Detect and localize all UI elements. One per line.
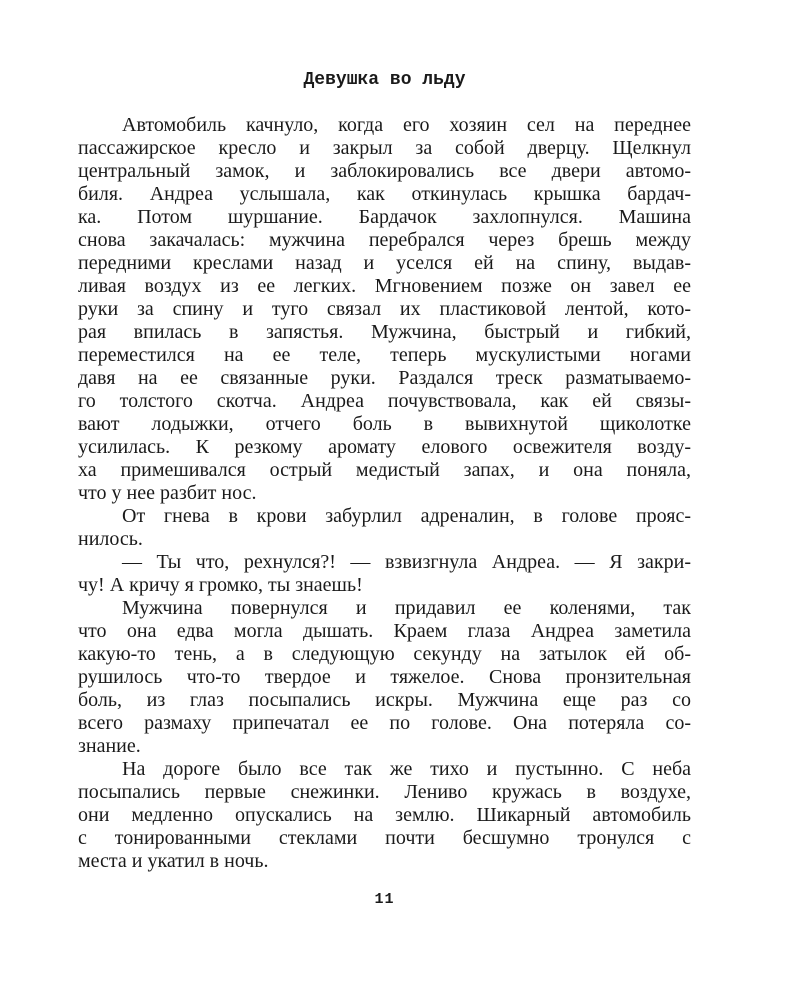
text-line: рушилось что-то твердое и тяжелое. Снова пронзительная bbox=[78, 666, 691, 688]
text-line: знание. bbox=[78, 735, 141, 757]
text-line: чу! А кричу я громко, ты знаешь! bbox=[78, 574, 363, 596]
text-line: посыпались первые снежинки. Лениво кружась в воздухе, bbox=[78, 781, 691, 803]
paragraph bbox=[78, 551, 691, 597]
text-line: — Ты что, рехнулся?! — взвизгнула Андреа. — Я закри- bbox=[122, 551, 691, 573]
text-line: ливая воздух из ее легких. Мгновением позже он завел ее bbox=[78, 275, 691, 297]
text-line: передними креслами назад и уселся ей на спину, выдав- bbox=[78, 252, 691, 274]
text-line: снова закачалась: мужчина перебрался через брешь между bbox=[78, 229, 691, 251]
text-line: пассажирское кресло и закрыл за собой дверцу. Щелкнул bbox=[78, 137, 691, 159]
text-line: с тонированными стеклами почти бесшумно тронулся с bbox=[78, 827, 691, 849]
text-line: всего размаху припечатал ее по голове. Она потеряла со- bbox=[78, 712, 691, 734]
text-line: переместился на ее теле, теперь мускулистыми ногами bbox=[78, 344, 691, 366]
text-line: На дороге было все так же тихо и пустынно. С неба bbox=[122, 758, 691, 780]
text-line: какую-то тень, а в следующую секунду на затылок ей об- bbox=[78, 643, 691, 665]
text-line: руки за спину и туго связал их пластиковой лентой, кото- bbox=[78, 298, 691, 320]
text-line: места и укатил в ночь. bbox=[78, 850, 269, 872]
text-line: вают лодыжки, отчего боль в вывихнутой щиколотке bbox=[78, 413, 691, 435]
text-line: давя на ее связанные руки. Раздался треск разматываемо- bbox=[78, 367, 691, 389]
text-line: ка. Потом шуршание. Бардачок захлопнулся. Машина bbox=[78, 206, 691, 228]
paragraph bbox=[78, 758, 691, 873]
text-line: ха примешивался острый медистый запах, и она поняла, bbox=[78, 459, 691, 481]
text-line: боль, из глаз посыпались искры. Мужчина еще раз со bbox=[78, 689, 691, 711]
text-line: нилось. bbox=[78, 528, 143, 550]
paragraph bbox=[78, 597, 691, 758]
text-line: Мужчина повернулся и придавил ее коленями, так bbox=[122, 597, 691, 619]
text-line: что она едва могла дышать. Краем глаза Андреа заметила bbox=[78, 620, 691, 642]
text-line: го толстого скотча. Андреа почувствовала, как ей связы- bbox=[78, 390, 691, 412]
page-number: 11 bbox=[374, 891, 395, 908]
text-line: что у нее разбит нос. bbox=[78, 482, 257, 504]
text-line: От гнева в крови забурлил адреналин, в голове прояс- bbox=[122, 505, 691, 527]
text-line: они медленно опускались на землю. Шикарный автомобиль bbox=[78, 804, 691, 826]
text-line: усилилась. К резкому аромату елового освежителя возду- bbox=[78, 436, 691, 458]
running-head-title: Девушка во льду bbox=[303, 70, 466, 90]
text-line: биля. Андреа услышала, как откинулась крышка бардач- bbox=[78, 183, 691, 205]
text-line: Автомобиль качнуло, когда его хозяин сел на переднее bbox=[122, 114, 691, 136]
text-line: рая впилась в запястья. Мужчина, быстрый и гибкий, bbox=[78, 321, 691, 343]
page-body bbox=[78, 114, 691, 873]
paragraph bbox=[78, 114, 691, 505]
paragraph bbox=[78, 505, 691, 551]
text-line: центральный замок, и заблокировались все двери автомо- bbox=[78, 160, 691, 182]
